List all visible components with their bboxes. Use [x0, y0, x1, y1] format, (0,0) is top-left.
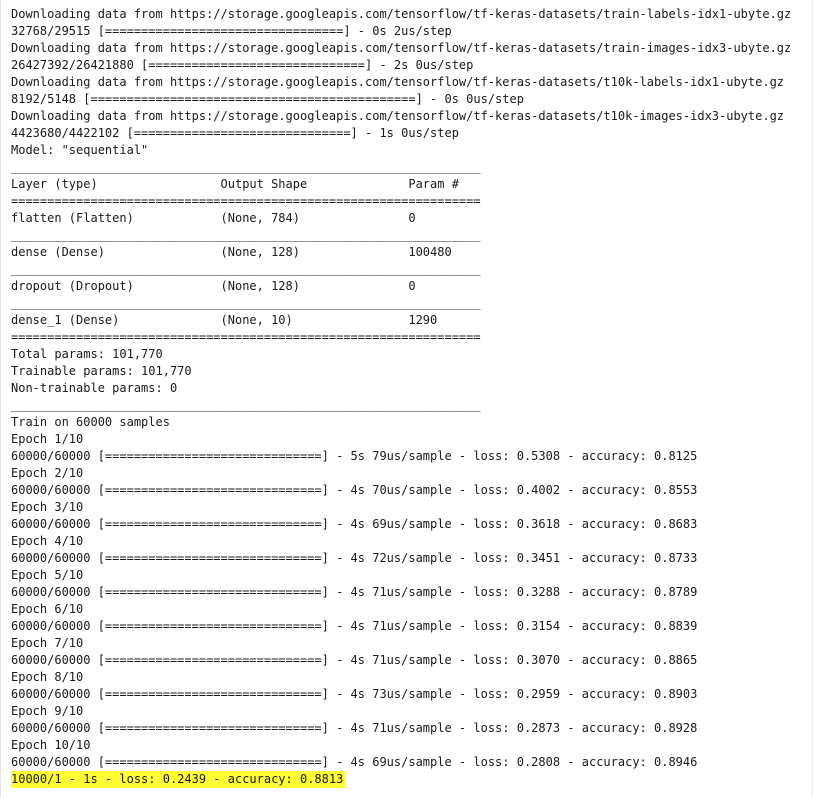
total-params-line: Total params: 101,770	[11, 347, 163, 361]
epoch-label: Epoch 4/10	[11, 534, 84, 548]
download-line: Downloading data from https://storage.googleapis.com/tensorflow/tf-keras-datasets/t10k-images-idx3-ubyte.gz	[11, 109, 785, 123]
summary-separator: _________________________________________________________________	[11, 160, 481, 174]
epoch-label: Epoch 6/10	[11, 602, 84, 616]
epoch-label: Epoch 9/10	[11, 704, 84, 718]
epoch-label: Epoch 5/10	[11, 568, 84, 582]
epoch-label: Epoch 10/10	[11, 738, 91, 752]
epoch-label: Epoch 3/10	[11, 500, 84, 514]
summary-separator: =================================================================	[11, 194, 481, 208]
summary-separator: _________________________________________________________________	[11, 228, 481, 242]
epoch-progress-line: 60000/60000 [==============================] - 4s 73us/sample - loss: 0.2959 - accuracy: 0.8903	[11, 687, 698, 701]
download-progress-line: 8192/5148 [=============================================] - 0s 0us/step	[11, 92, 524, 106]
trainable-params-line: Trainable params: 101,770	[11, 364, 192, 378]
download-progress-line: 4423680/4422102 [==============================] - 1s 0us/step	[11, 126, 459, 140]
train-info-line: Train on 60000 samples	[11, 415, 170, 429]
epoch-label: Epoch 7/10	[11, 636, 84, 650]
download-line: Downloading data from https://storage.googleapis.com/tensorflow/tf-keras-datasets/train-labels-idx1-ubyte.gz	[11, 7, 792, 21]
epoch-label: Epoch 1/10	[11, 432, 84, 446]
epoch-progress-line: 60000/60000 [==============================] - 4s 70us/sample - loss: 0.4002 - accuracy: 0.8553	[11, 483, 698, 497]
download-progress-line: 26427392/26421880 [==============================] - 2s 0us/step	[11, 58, 474, 72]
layer-row: dense (Dense) (None, 128) 100480	[11, 245, 481, 259]
epoch-progress-line: 60000/60000 [==============================] - 4s 69us/sample - loss: 0.2808 - accuracy: 0.8946	[11, 755, 698, 769]
evaluation-result-highlight: 10000/1 - 1s - loss: 0.2439 - accuracy: 0.8813	[11, 772, 344, 786]
layer-row: dropout (Dropout) (None, 128) 0	[11, 279, 481, 293]
download-progress-line: 32768/29515 [=================================] - 0s 2us/step	[11, 24, 452, 38]
summary-separator: _________________________________________________________________	[11, 296, 481, 310]
layer-row: dense_1 (Dense) (None, 10) 1290	[11, 313, 481, 327]
epoch-progress-line: 60000/60000 [==============================] - 4s 71us/sample - loss: 0.3288 - accuracy: 0.8789	[11, 585, 698, 599]
non-trainable-params-line: Non-trainable params: 0	[11, 381, 178, 395]
summary-separator: _________________________________________________________________	[11, 398, 481, 412]
epoch-progress-line: 60000/60000 [==============================] - 4s 72us/sample - loss: 0.3451 - accuracy: 0.8733	[11, 551, 698, 565]
epoch-progress-line: 60000/60000 [==============================] - 5s 79us/sample - loss: 0.5308 - accuracy: 0.8125	[11, 449, 698, 463]
download-line: Downloading data from https://storage.googleapis.com/tensorflow/tf-keras-datasets/t10k-labels-idx1-ubyte.gz	[11, 75, 785, 89]
evaluation-line-row	[11, 771, 812, 788]
summary-header-row: Layer (type) Output Shape Param #	[11, 177, 481, 191]
epoch-progress-line: 60000/60000 [==============================] - 4s 71us/sample - loss: 0.2873 - accuracy: 0.8928	[11, 721, 698, 735]
console-log	[1, 0, 812, 788]
summary-separator: =================================================================	[11, 330, 481, 344]
epoch-progress-line: 60000/60000 [==============================] - 4s 71us/sample - loss: 0.3154 - accuracy: 0.8839	[11, 619, 698, 633]
layer-row: flatten (Flatten) (None, 784) 0	[11, 211, 481, 225]
download-line: Downloading data from https://storage.googleapis.com/tensorflow/tf-keras-datasets/train-images-idx3-ubyte.gz	[11, 41, 792, 55]
model-name-line: Model: "sequential"	[11, 143, 149, 157]
epoch-label: Epoch 8/10	[11, 670, 84, 684]
summary-separator: _________________________________________________________________	[11, 262, 481, 276]
epoch-label: Epoch 2/10	[11, 466, 84, 480]
epoch-progress-line: 60000/60000 [==============================] - 4s 71us/sample - loss: 0.3070 - accuracy: 0.8865	[11, 653, 698, 667]
epoch-progress-line: 60000/60000 [==============================] - 4s 69us/sample - loss: 0.3618 - accuracy: 0.8683	[11, 517, 698, 531]
